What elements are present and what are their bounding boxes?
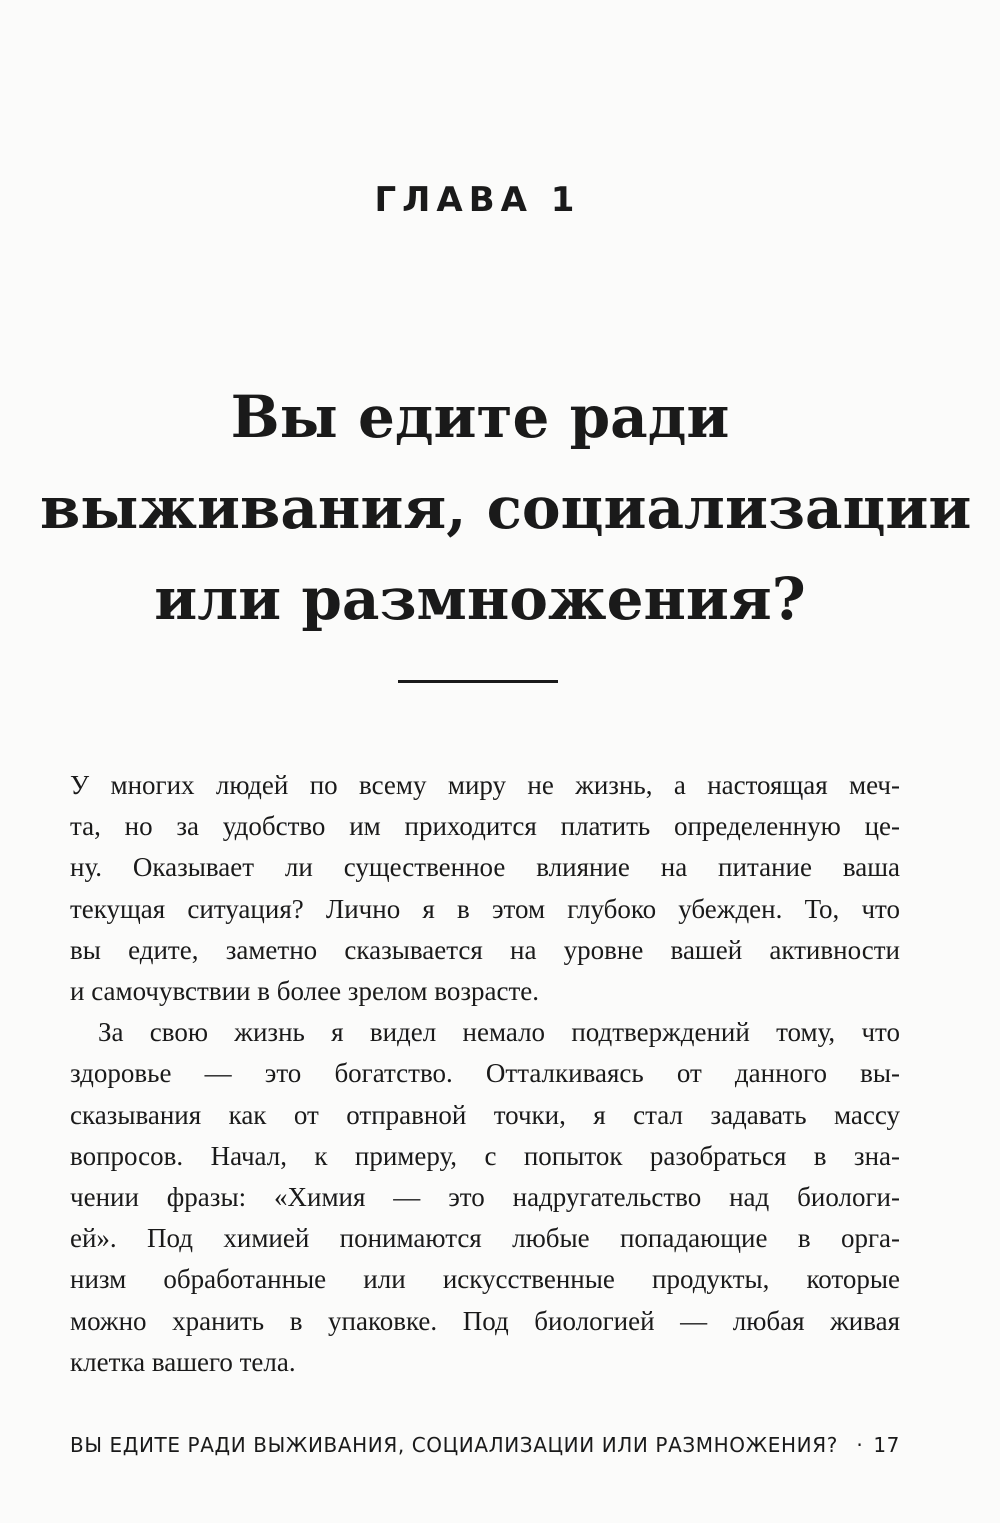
text-line: здоровье — это богатство. Отталкиваясь от данного вы- <box>70 1058 900 1089</box>
chapter-title-line: выживания, социализации <box>40 474 972 542</box>
text-line: вопросов. Начал, к примеру, с попыток разобраться в зна- <box>70 1140 900 1171</box>
text-line: та, но за удобство им приходится платить определенную це- <box>70 811 900 842</box>
text-line: низм обработанные или искусственные продукты, которые <box>70 1264 900 1295</box>
text-line: ну. Оказывает ли существенное влияние на питание ваша <box>70 852 900 883</box>
text-line: вы едите, заметно сказывается на уровне вашей активности <box>70 934 900 965</box>
chapter-title-line: Вы едите ради <box>230 383 730 451</box>
chapter-title-line: или размножения? <box>154 565 806 633</box>
chapter-title <box>40 372 972 645</box>
footer-page-marker <box>846 1432 900 1458</box>
running-title: ВЫ ЕДИТЕ РАДИ ВЫЖИВАНИЯ, СОЦИАЛИЗАЦИИ ИЛИ РАЗМНОЖЕНИЯ? <box>70 1433 838 1457</box>
paragraph <box>70 765 900 1012</box>
text-line: и самочувствии в более зрелом возрасте. <box>70 976 539 1007</box>
text-line: текущая ситуация? Лично я в этом глубоко убежден. То, что <box>70 893 900 924</box>
body-text <box>70 765 900 1383</box>
text-line: чении фразы: «Химия — это надругательство над биологи- <box>70 1182 900 1213</box>
running-footer <box>70 1432 900 1458</box>
paragraph <box>70 1012 900 1383</box>
chapter-label: ГЛАВА 1 <box>374 180 581 220</box>
text-line: У многих людей по всему миру не жизнь, а настоящая меч- <box>70 770 900 800</box>
text-line: сказывания как от отправной точки, я стал задавать массу <box>70 1099 900 1130</box>
text-line: можно хранить в упаковке. Под биологией — любая живая <box>70 1305 900 1336</box>
footer-separator: · <box>856 1433 864 1457</box>
text-line: клетка вашего тела. <box>70 1346 296 1377</box>
text-line: ей». Под химией понимаются любые попадающие в орга- <box>70 1223 900 1254</box>
title-divider <box>398 680 558 683</box>
page-number: 17 <box>873 1433 900 1457</box>
text-line: За свою жизнь я видел немало подтверждений тому, что <box>98 1017 900 1048</box>
